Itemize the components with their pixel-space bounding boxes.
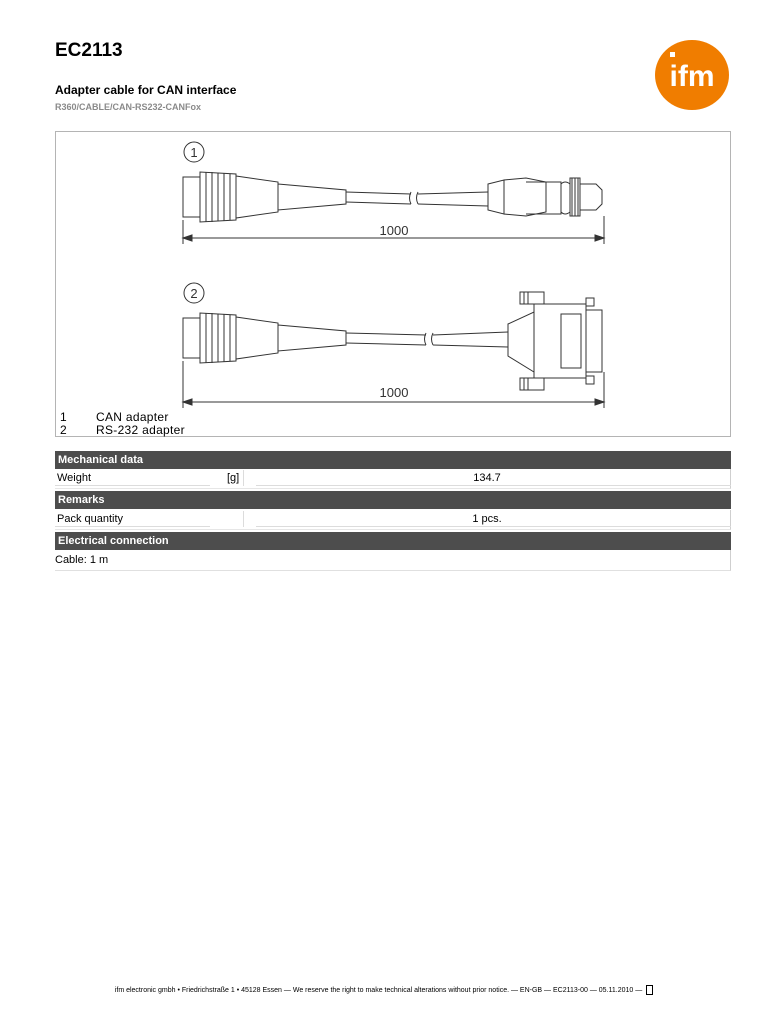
- dimension-label-2: 1000: [379, 385, 409, 400]
- pack-quantity-value: 1 pcs.: [472, 513, 502, 525]
- product-name: Adapter cable for CAN interface: [55, 83, 237, 97]
- weight-label: Weight: [57, 472, 92, 484]
- legend-number: 1: [60, 410, 67, 424]
- legend-number: 2: [60, 423, 67, 437]
- logo-lettering: ifm: [669, 60, 715, 93]
- drawing-legend: [60, 411, 185, 437]
- section-header-remarks: Remarks: [55, 491, 731, 509]
- document-icon: [646, 985, 653, 995]
- pack-quantity-label: Pack quantity: [57, 513, 124, 525]
- page-footer: [0, 985, 768, 995]
- footer-text: ifm electronic gmbh • Friedrichstraße 1 • 45128 Essen — We reserve the right to make technical alterations without prior notice. — EN-GB — EC2113-00 — 05.11.2010 —: [114, 986, 643, 994]
- ifm-logo: [654, 39, 730, 111]
- table-row-cable: [55, 550, 731, 571]
- table-row-pack-quantity: [55, 510, 731, 530]
- section-header-mechanical: Mechanical data: [55, 451, 731, 469]
- legend-text: RS-232 adapter: [96, 423, 185, 437]
- dimension-label-1: 1000: [379, 223, 409, 238]
- weight-unit: [g]: [227, 472, 240, 484]
- callout-label-2: 2: [190, 286, 198, 301]
- weight-value: 134.7: [473, 472, 501, 484]
- order-code: R360/CABLE/CAN-RS232-CANFox: [55, 102, 202, 112]
- section-header-electrical: Electrical connection: [55, 532, 731, 550]
- table-row-weight: [55, 469, 731, 489]
- dimension-drawing: [56, 132, 732, 438]
- legend-item: [60, 424, 185, 437]
- callout-label-1: 1: [190, 145, 198, 160]
- legend-text: CAN adapter: [96, 410, 169, 424]
- article-number: EC2113: [55, 40, 123, 61]
- cable-text: Cable: 1 m: [55, 554, 109, 566]
- technical-drawing: [55, 131, 731, 437]
